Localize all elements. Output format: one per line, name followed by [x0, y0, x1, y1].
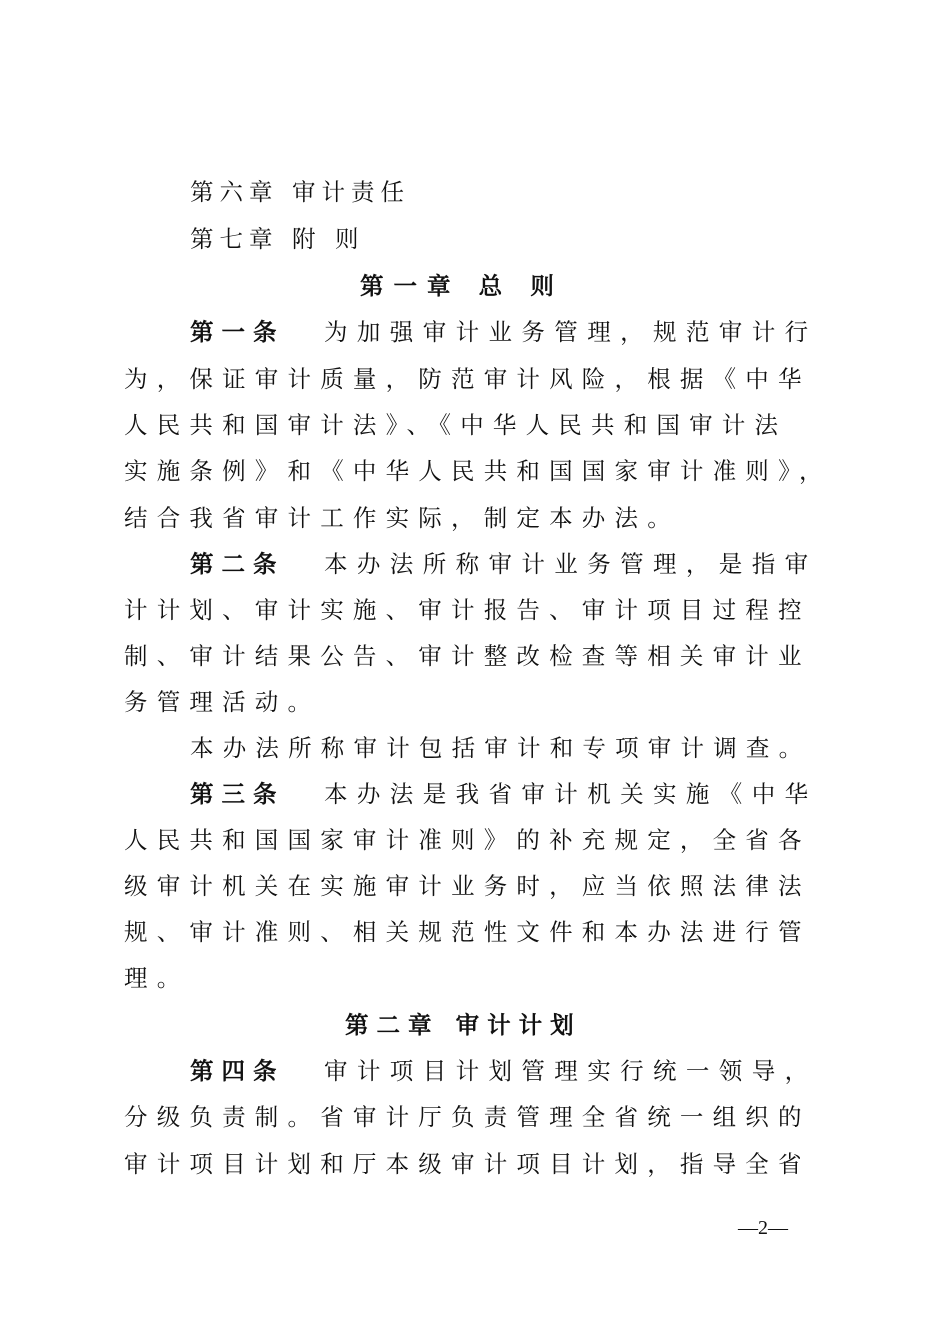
- toc-chapter-6: [0, 169, 950, 215]
- paragraph-text: 计计划、审计实施、审计报告、审计项目过程控: [124, 596, 811, 624]
- article-3-line-2: [0, 817, 950, 863]
- chapter-heading-text: 第二章 审计计划: [345, 1011, 582, 1039]
- article-2-line-4: [0, 679, 950, 725]
- paragraph-text: 本办法所称审计业务管理，是指审: [324, 550, 818, 578]
- article-2-line-2: [0, 587, 950, 633]
- paragraph-text: 结合我省审计工作实际，制定本办法。: [124, 504, 680, 532]
- article-label: 第三条: [190, 780, 285, 808]
- paragraph-text: 级审计机关在实施审计业务时，应当依照法律法: [124, 872, 811, 900]
- article-2-paragraph-2: [0, 725, 950, 771]
- paragraph-text: 分级负责制。省审计厅负责管理全省统一组织的: [124, 1103, 811, 1131]
- paragraph-text: 制、审计结果公告、审计整改检查等相关审计业: [124, 642, 811, 670]
- paragraph-text: 本办法是我省审计机关实施《中华: [324, 780, 818, 808]
- toc-chapter-7: [0, 216, 950, 262]
- toc-entry-text: 第六章 审计责任: [190, 178, 410, 206]
- article-1-line-2: [0, 356, 950, 402]
- article-3-line-3: [0, 863, 950, 909]
- article-1-line-3: [0, 402, 950, 448]
- article-label: 第一条: [190, 318, 285, 346]
- article-1-line-1: [0, 309, 950, 355]
- article-3-line-1: [0, 771, 950, 817]
- article-1-line-5: [0, 495, 950, 541]
- paragraph-text: 理。: [124, 964, 190, 992]
- article-2-line-3: [0, 633, 950, 679]
- paragraph-text: 务管理活动。: [124, 688, 321, 716]
- page-number: —2—: [738, 1217, 788, 1239]
- article-4-line-1: [0, 1048, 950, 1094]
- paragraph-text: 人民共和国国家审计准则》的补充规定，全省各: [124, 826, 811, 854]
- article-1-line-4: [0, 448, 950, 494]
- paragraph-text: 审计项目计划管理实行统一领导，: [324, 1057, 818, 1085]
- article-3-line-5: [0, 955, 950, 1001]
- article-2-line-1: [0, 541, 950, 587]
- article-3-line-4: [0, 909, 950, 955]
- article-label: 第四条: [190, 1057, 285, 1085]
- paragraph-text: 人民共和国审计法》、《中华人民共和国审计法: [124, 411, 788, 439]
- article-4-line-3: [0, 1141, 950, 1187]
- paragraph-text: 为加强审计业务管理，规范审计行: [324, 318, 818, 346]
- chapter-1-heading: [0, 263, 950, 309]
- paragraph-text: 规、审计准则、相关规范性文件和本办法进行管: [124, 918, 811, 946]
- article-4-line-2: [0, 1094, 950, 1140]
- paragraph-text: 实施条例》和《中华人民共和国国家审计准则》，: [124, 457, 832, 485]
- article-label: 第二条: [190, 550, 285, 578]
- paragraph-text: 为，保证审计质量，防范审计风险，根据《中华: [124, 365, 811, 393]
- chapter-heading-text: 第一章 总 则: [360, 272, 564, 300]
- toc-entry-text: 第七章 附 则: [190, 225, 365, 253]
- paragraph-text: 审计项目计划和厅本级审计项目计划，指导全省: [124, 1150, 811, 1178]
- paragraph-text: 本办法所称审计包括审计和专项审计调查。: [190, 734, 812, 762]
- chapter-2-heading: [0, 1002, 950, 1048]
